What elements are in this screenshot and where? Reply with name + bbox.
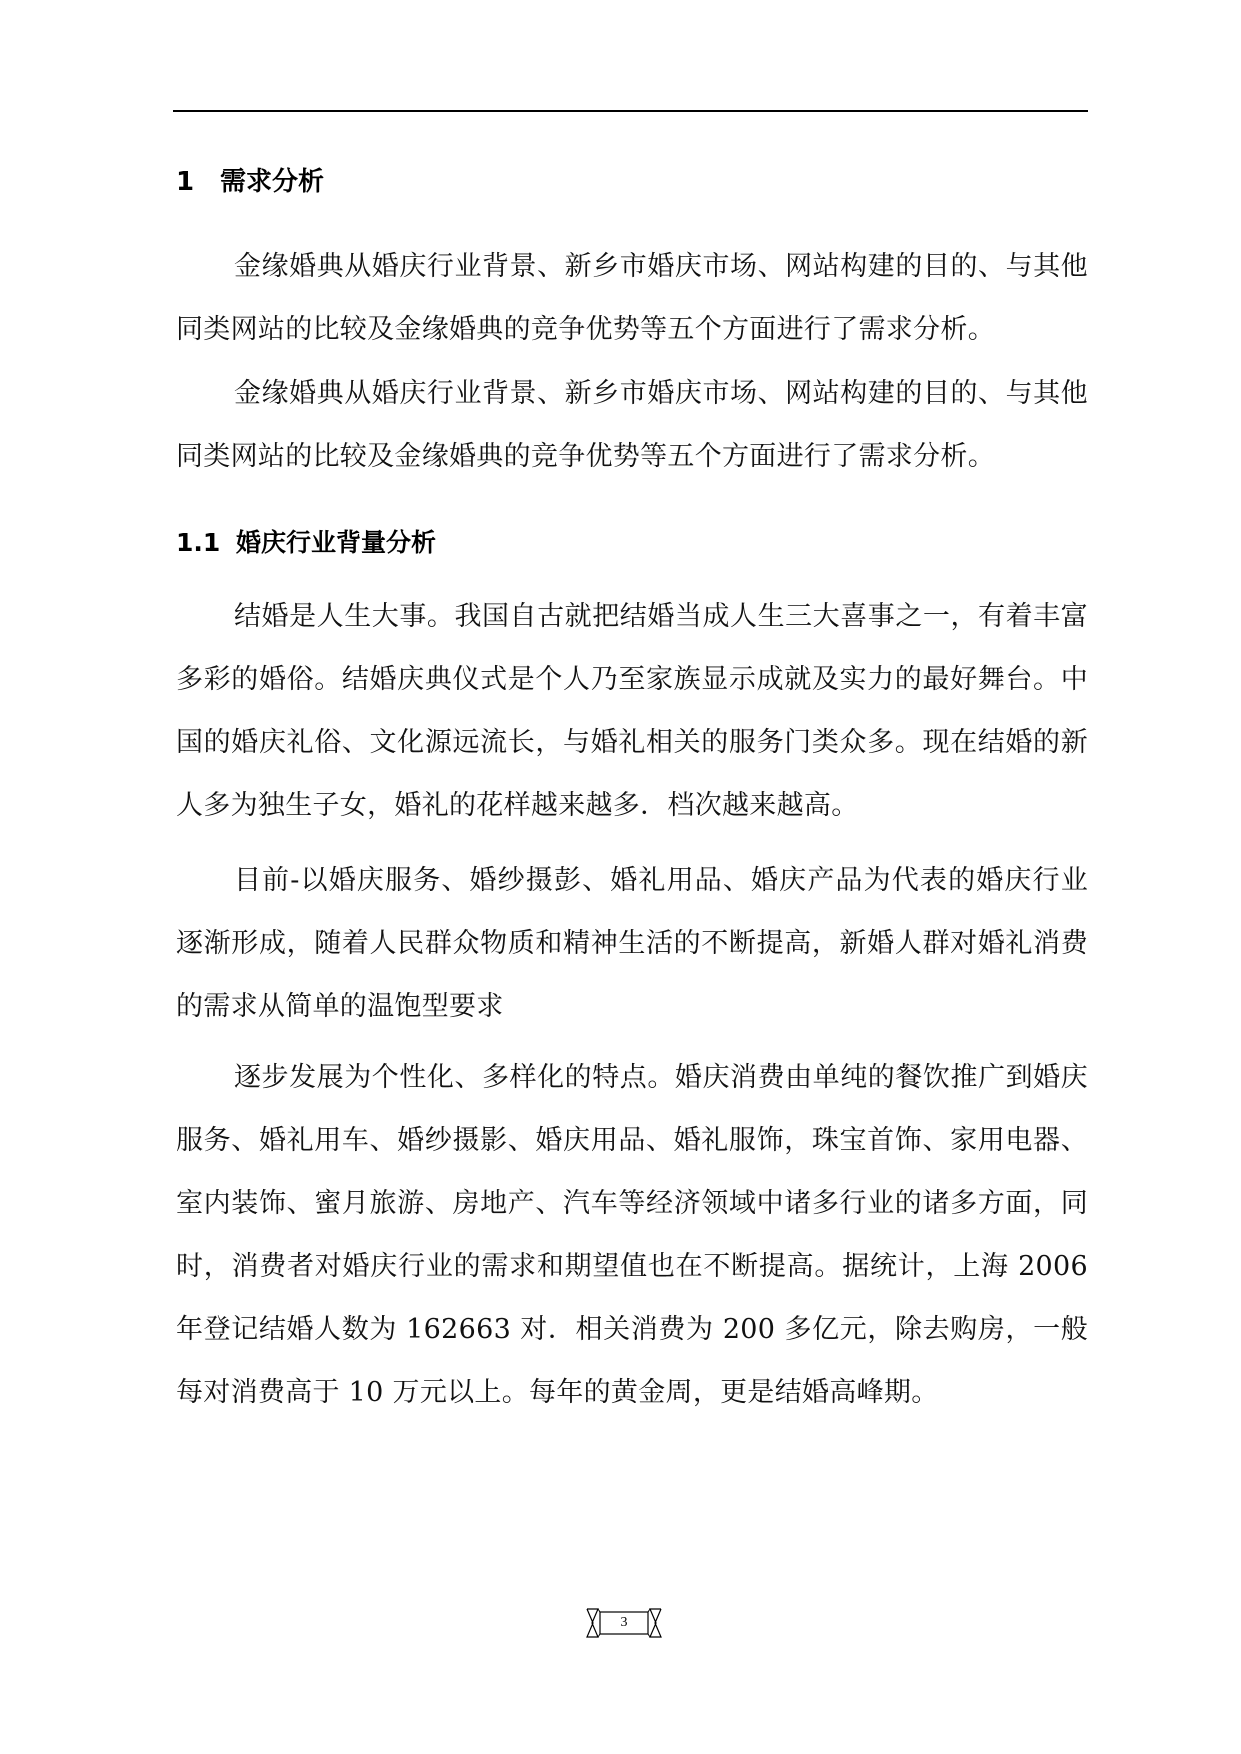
page-number: 3	[620, 1615, 628, 1630]
page-number-badge	[584, 1607, 664, 1639]
paragraph-intro-2: 金缘婚典从婚庆行业背景、新乡市婚庆市场、网站构建的目的、与其他同类网站的比较及金缘婚典的竞争优势等五个方面进行了需求分析。	[176, 378, 1088, 472]
paragraph-body-3: 逐步发展为个性化、多样化的特点。婚庆消费由单纯的餐饮推广到婚庆服务、婚礼用车、婚纱摄影、婚庆用品、婚礼服饰，珠宝首饰、家用电器、室内装饰、蜜月旅游、房地产、汽车等经济领域中诸多行业的诸多方面，同时，消费者对婚庆行业的需求和期望值也在不断提高。据统计，上海 2006 年登记结婚人数为 162663 对．相关消费为 200 多亿元，除去购房，一般每对消费高于 10 万元以上。每年的黄金周，更是结婚高峰期。	[176, 1062, 1088, 1408]
subsection-title: 婚庆行业背量分析	[236, 528, 437, 557]
subsection-heading	[176, 523, 436, 559]
subsection-number: 1.1	[176, 528, 221, 557]
paragraph-body-2: 目前-以婚庆服务、婚纱摄彭、婚礼用品、婚庆产品为代表的婚庆行业逐渐形成，随着人民群众物质和精神生活的不断提高，新婚人群对婚礼消费的需求从简单的温饱型要求	[176, 865, 1088, 1022]
section-title: 需求分析	[220, 167, 325, 197]
paragraph-body-1: 结婚是人生大事。我国自古就把结婚当成人生三大喜事之一，有着丰富多彩的婚俗。结婚庆典仪式是个人乃至家族显示成就及实力的最好舞台。中国的婚庆礼俗、文化源远流长，与婚礼相关的服务门类众多。现在结婚的新人多为独生子女，婚礼的花样越来越多．档次越来越高。	[176, 601, 1088, 821]
section-number: 1	[176, 167, 195, 197]
header-rule	[173, 110, 1088, 112]
paragraph-intro-1: 金缘婚典从婚庆行业背景、新乡市婚庆市场、网站构建的目的、与其他同类网站的比较及金缘婚典的竞争优势等五个方面进行了需求分析。	[176, 251, 1088, 345]
section-heading	[176, 161, 324, 198]
